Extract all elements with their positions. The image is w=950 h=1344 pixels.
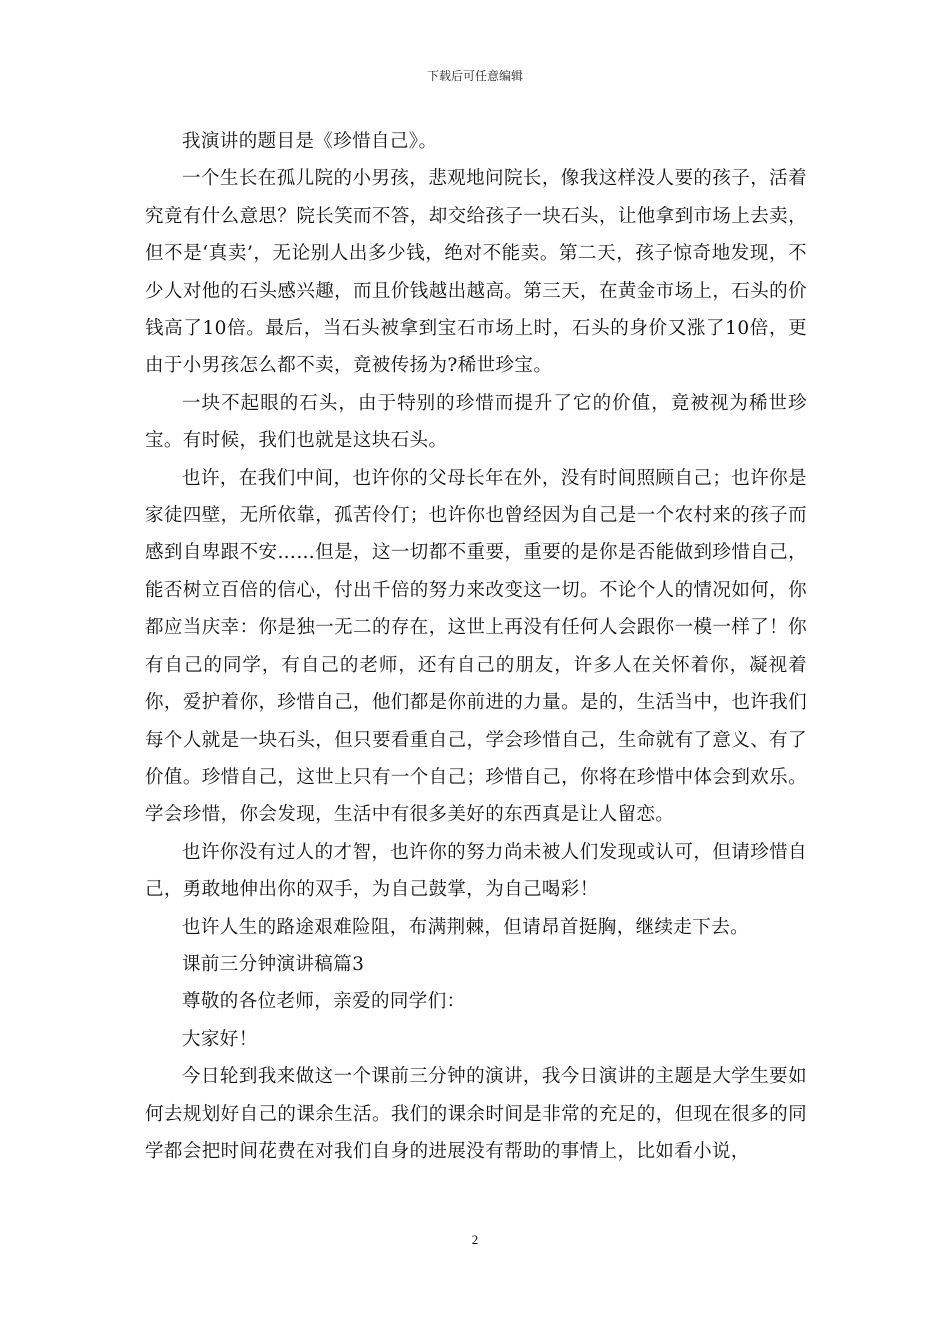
paragraph-speech-intro: 今日轮到我来做这一个课前三分钟的演讲，我今日演讲的主题是大学生要如何去规划好自己的课余生活。我们的课余时间是非常的充足的，但现在很多的同学都会把时间花费在对我们自身的进展没有帮助的事情上，比如看小说， — [145, 1066, 807, 1162]
page-number: 2 — [471, 1232, 479, 1247]
paragraph-cherish-self: 也许，在我们中间，也许你的父母长年在外，没有时间照顾自己；也许你是家徒四壁，无所依靠，孤苦伶仃；也许你也曾经因为自己是一个农村来的孩子而感到自卑跟不安……但是，这一切都不重要，重要的是你是否能做到珍惜自己，能否树立百倍的信心，付出千倍的努力来改变这一切。不论个人的情况如何，你都应当庆幸：你是独一无二的存在，这世上再没有任何人会跟你一模一样了！你有自己的同学，有自己的老师，还有自己的朋友，许多人在关怀着你，凝视着你，爱护着你，珍惜自己，他们都是你前进的力量。是的，生活当中，也许我们每个人就是一块石头，但只要看重自己，学会珍惜自己，生命就有了意义、有了价值。珍惜自己，这世上只有一个自己；珍惜自己，你将在珍惜中体会到欢乐。学会珍惜，你会发现，生活中有很多美好的东西真是让人留恋。 — [145, 467, 807, 826]
paragraph-stone-value: 一块不起眼的石头，由于特别的珍惜而提升了它的价值，竟被视为稀世珍宝。有时候，我们也就是这块石头。 — [145, 392, 807, 452]
paragraph-encouragement: 也许你没有过人的才智，也许你的努力尚未被人们发现或认可，但请珍惜自己，勇敢地伸出你的双手，为自己鼓掌，为自己喝彩！ — [145, 841, 807, 901]
section-heading: 课前三分钟演讲稿篇3 — [182, 953, 365, 975]
paragraph-persevere: 也许人生的路途艰难险阻，布满荆棘，但请昂首挺胸，继续走下去。 — [182, 916, 750, 938]
document-body — [145, 123, 807, 1170]
paragraph-title-line: 我演讲的题目是《珍惜自己》。 — [182, 131, 438, 152]
greeting: 大家好！ — [182, 1028, 258, 1050]
paragraph-story: 一个生长在孤儿院的小男孩，悲观地问院长，像我这样没人要的孩子，活着究竟有什么意思？院长笑而不答，却交给孩子一块石头，让他拿到市场上去卖，但不是‘真卖’，无论别人出多少钱，绝对不能卖。第二天，孩子惊奇地发现，不少人对他的石头感兴趣，而且价钱越出越高。第三天，在黄金市场上，石头的价钱高了10倍。最后，当石头被拿到宝石市场上时，石头的身价又涨了10倍，更由于小男孩怎么都不卖，竟被传扬为?稀世珍宝。 — [145, 168, 807, 377]
header-note: 下载后可任意编辑 — [426, 69, 523, 83]
salutation: 尊敬的各位老师，亲爱的同学们： — [182, 991, 466, 1013]
